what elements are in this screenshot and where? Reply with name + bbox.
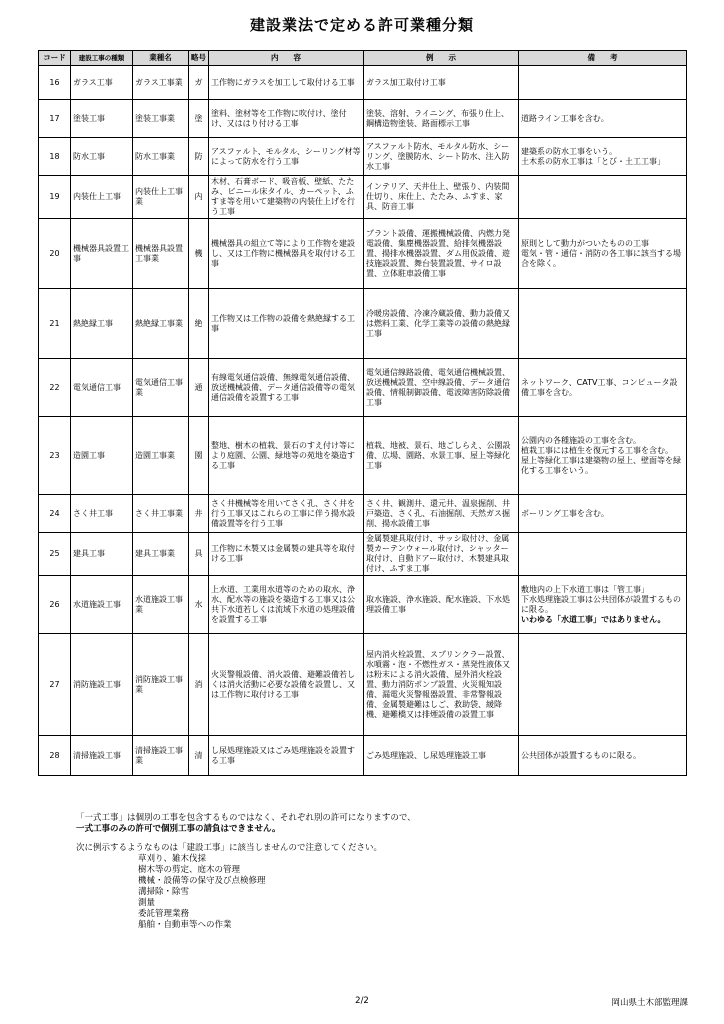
remarks-cell	[519, 66, 687, 100]
name-cell	[133, 736, 189, 776]
code-cell	[39, 138, 71, 176]
remarks-cell	[519, 219, 687, 289]
name-cell	[133, 176, 189, 219]
notes	[76, 813, 696, 931]
code-cell-text: 26	[49, 599, 60, 609]
kind-cell-text: 水道施設工事	[73, 599, 121, 609]
name-cell-text: 電気通信工事業	[135, 377, 183, 397]
example-item: 草刈り、雑木伐採	[138, 854, 207, 864]
kind-cell-text: ガラス工事	[73, 77, 113, 87]
kind-cell	[71, 533, 133, 576]
example-cell-text: 取水施設、浄水施設、配水施設、下水処理設備工事	[366, 594, 510, 614]
abbr-cell	[189, 634, 209, 736]
abbr-cell-text: 防	[194, 151, 203, 161]
content-cell	[209, 289, 364, 359]
content-cell-text: 工作物にガラスを加工して取付ける工事	[211, 77, 355, 87]
example-cell-text: 冷暖房設備、冷凍冷蔵設備、動力設備又は燃料工業、化学工業等の設備の熱絶縁工事	[366, 308, 510, 338]
remarks-cell	[519, 533, 687, 576]
code-cell-text: 18	[49, 151, 60, 161]
kind-cell-text: さく井工事	[73, 508, 113, 518]
remarks-cell-text: ボーリング工事を含む。	[521, 508, 609, 518]
code-cell-text: 19	[49, 192, 60, 201]
content-cell	[209, 100, 364, 138]
non-construction-examples	[76, 854, 696, 931]
example-cell-text: インテリア、天井仕上、壁張り、内装間仕切り、床仕上、たたみ、ふすま、家具、防音工事	[366, 182, 510, 211]
code-cell-text: 17	[49, 113, 60, 123]
name-cell	[133, 495, 189, 533]
code-cell	[39, 66, 71, 100]
name-cell-text: 防水工事業	[135, 151, 175, 161]
example-cell	[364, 634, 519, 736]
code-cell-text: 28	[49, 750, 60, 760]
name-cell-text: ガラス工事業	[135, 77, 183, 87]
table-row	[39, 289, 687, 359]
name-cell-text: 清掃施設工事業	[135, 745, 183, 765]
code-cell	[39, 289, 71, 359]
example-item: 船舶・自動車等への作業	[138, 920, 232, 930]
permit-table	[38, 50, 687, 776]
header-name: 業種名	[133, 51, 189, 66]
table-row	[39, 417, 687, 495]
name-cell-text: 熱絶縁工事業	[135, 318, 183, 328]
name-cell-text: 水道施設工事業	[135, 594, 183, 614]
kind-cell	[71, 417, 133, 495]
content-cell-text: さく井機械等を用いてさく孔、さく井を行う工事又はこれらの工事に伴う揚水設備設置等を行う工事	[211, 498, 355, 528]
kind-cell-text: 防水工事	[73, 151, 105, 161]
name-cell-text: 造園工事業	[135, 450, 175, 460]
example-cell	[364, 736, 519, 776]
example-cell	[364, 100, 519, 138]
kind-cell	[71, 100, 133, 138]
code-cell-text: 25	[49, 549, 60, 558]
name-cell-text: 機械器具設置工事業	[135, 243, 183, 263]
kind-cell-text: 電気通信工事	[73, 382, 121, 392]
abbr-cell	[189, 736, 209, 776]
example-cell	[364, 417, 519, 495]
name-cell	[133, 219, 189, 289]
kind-cell	[71, 176, 133, 219]
content-cell-text: 整地、樹木の植栽、景石のすえ付け等により庭園、公園、緑地等の苑地を築造する工事	[211, 440, 355, 470]
abbr-cell	[189, 176, 209, 219]
example-cell	[364, 289, 519, 359]
name-cell	[133, 66, 189, 100]
abbr-cell	[189, 100, 209, 138]
abbr-cell	[189, 533, 209, 576]
content-cell-text: し尿処理施設又はごみ処理施設を設置する工事	[211, 745, 355, 765]
page-number: 2/2	[355, 996, 369, 1006]
example-cell	[364, 533, 519, 576]
abbr-cell	[189, 289, 209, 359]
kind-cell	[71, 736, 133, 776]
abbr-cell-text: 具	[194, 549, 203, 558]
example-cell-text: ごみ処理施設、し尿処理施設工事	[366, 750, 486, 760]
remarks-cell-text: 建築系の防水工事をいう。 土木系の防水工事は「とび・土工工事」	[521, 146, 665, 166]
code-cell-text: 20	[49, 248, 60, 258]
name-cell-text: さく井工事業	[135, 508, 183, 518]
header-abbr: 略号	[189, 51, 209, 66]
example-cell	[364, 219, 519, 289]
content-cell-text: 火災警報設備、消火設備、避難設備若しくは消火活動に必要な設備を設置し、又は工作物に取付ける工事	[211, 669, 355, 699]
content-cell-text: 上水道、工業用水道等のための取水、浄水、配水等の施設を築造する工事又は公共下水道若しくは流域下水道の処理設備を設置する工事	[211, 584, 355, 624]
name-cell	[133, 100, 189, 138]
code-cell	[39, 359, 71, 417]
header-example: 例 示	[364, 51, 519, 66]
code-cell-text: 24	[49, 508, 60, 518]
content-cell-text: 工作物又は工作物の設備を熱絶縁する工事	[211, 313, 355, 333]
code-cell	[39, 576, 71, 634]
example-cell-text: 植栽、地被、景石、地ごしらえ、公園設備、広場、園路、水景工事、屋上等緑化工事	[366, 440, 511, 470]
abbr-cell-text: 塗	[194, 113, 203, 123]
example-cell	[364, 66, 519, 100]
code-cell-text: 27	[49, 679, 60, 689]
content-cell	[209, 417, 364, 495]
kind-cell-text: 熱絶縁工事	[73, 318, 113, 328]
remarks-cell-text: 敷地内の上下水道工事は「管工事」 下水処理施設工事は公共団体が設置するものに限る。	[521, 584, 681, 614]
content-cell	[209, 634, 364, 736]
code-cell-text: 22	[49, 382, 60, 392]
abbr-cell-text: 機	[194, 248, 203, 258]
table-row	[39, 66, 687, 100]
code-cell-text: 23	[49, 450, 60, 460]
table-header-row	[39, 51, 687, 66]
table-row	[39, 736, 687, 776]
remarks-cell	[519, 417, 687, 495]
remarks-cell	[519, 495, 687, 533]
kind-cell-text: 消防施設工事	[73, 679, 121, 689]
code-cell-text: 21	[49, 318, 60, 328]
content-cell	[209, 495, 364, 533]
kind-cell	[71, 219, 133, 289]
remarks-cell-text: 原則として動力がついたものの工事 電気・管・通信・消防の各工事に該当する場合を除く。	[521, 238, 681, 268]
example-item: 測量	[138, 898, 156, 908]
remarks-cell	[519, 138, 687, 176]
remarks-cell-text: 道路ライン工事を含む。	[521, 113, 609, 123]
code-cell	[39, 417, 71, 495]
content-cell-text: 工作物に木製又は金属製の建具等を取付ける工事	[211, 544, 355, 563]
content-cell-text: アスファルト、モルタル、シーリング材等によって防水を行う工事	[211, 146, 361, 166]
abbr-cell	[189, 417, 209, 495]
content-cell	[209, 359, 364, 417]
note-line-2: 一式工事のみの許可で個別工事の請負はできません。	[76, 824, 281, 834]
kind-cell	[71, 289, 133, 359]
example-cell-text: さく井、観測井、還元井、温泉掘削、井戸築造、さく孔、石油掘削、天然ガス掘削、揚水設備工事	[366, 498, 510, 528]
abbr-cell-text: 水	[194, 599, 203, 609]
content-cell	[209, 576, 364, 634]
abbr-cell-text: 消	[194, 679, 203, 689]
example-item: 機械・設備等の保守及び点検修理	[138, 876, 266, 886]
content-cell	[209, 66, 364, 100]
page-title: 建設業法で定める許可業種分類	[249, 16, 474, 34]
kind-cell-text: 内装仕上工事	[73, 192, 121, 201]
kind-cell-text: 機械器具設置工事	[73, 243, 129, 263]
name-cell	[133, 359, 189, 417]
name-cell-text: 消防施設工事業	[135, 674, 183, 694]
example-item: 樹木等の剪定、庭木の管理	[138, 865, 241, 875]
table-row	[39, 634, 687, 736]
note-line-1: 「一式工事」は個別の工事を包含するものではなく、それぞれ別の許可になりますので、	[76, 813, 416, 823]
code-cell	[39, 176, 71, 219]
code-cell	[39, 495, 71, 533]
code-cell	[39, 634, 71, 736]
content-cell	[209, 219, 364, 289]
remarks-cell	[519, 736, 687, 776]
remarks-cell	[519, 176, 687, 219]
kind-cell	[71, 495, 133, 533]
content-cell	[209, 533, 364, 576]
remarks-cell	[519, 576, 687, 634]
code-cell-text: 16	[49, 77, 60, 87]
content-cell-text: 機械器具の組立て等により工作物を建設し、又は工作物に機械器具を取付ける工事	[211, 238, 355, 268]
code-cell	[39, 100, 71, 138]
example-cell-text: 電気通信線路設備、電気通信機械設置、放送機械設置、空中線設備、データ通信設備、情報制御設備、電波障害防除設備工事	[366, 367, 510, 407]
abbr-cell-text: 内	[194, 192, 203, 201]
kind-cell	[71, 138, 133, 176]
kind-cell	[71, 576, 133, 634]
name-cell	[133, 634, 189, 736]
abbr-cell-text: ガ	[194, 77, 203, 87]
table-row	[39, 359, 687, 417]
kind-cell-text: 清掃施設工事	[73, 750, 121, 760]
abbr-cell	[189, 219, 209, 289]
example-cell	[364, 495, 519, 533]
content-cell	[209, 138, 364, 176]
kind-cell	[71, 66, 133, 100]
kind-cell	[71, 634, 133, 736]
content-cell	[209, 176, 364, 219]
content-cell-text: 有線電気通信設備、無線電気通信設備、放送機械設備、データ通信設備等の電気通信設備を設置する工事	[211, 372, 355, 402]
abbr-cell	[189, 495, 209, 533]
abbr-cell-text: 通	[194, 382, 203, 392]
note-line-3: 次に例示するようなものは「建設工事」に該当しませんので注意してください。	[76, 843, 383, 853]
example-cell-text: ガラス加工取付け工事	[366, 77, 446, 87]
header-code: コード	[39, 51, 71, 66]
remarks-cell	[519, 100, 687, 138]
example-cell	[364, 138, 519, 176]
table-row	[39, 533, 687, 576]
abbr-cell	[189, 576, 209, 634]
example-item: 委託管理業務	[138, 909, 190, 919]
content-cell-text: 木材、石膏ボード、吸音板、壁紙、たたみ、ビニール床タイル、カーペット、ふすま等を用いて建築物の内装仕上げを行う工事	[211, 177, 355, 216]
table-row	[39, 219, 687, 289]
code-cell	[39, 736, 71, 776]
table-row	[39, 100, 687, 138]
remarks-cell-text: 公共団体が設置するものに限る。	[521, 750, 641, 760]
code-cell	[39, 533, 71, 576]
example-cell	[364, 359, 519, 417]
header-remarks: 備 考	[519, 51, 687, 66]
example-cell-text: 金属製建具取付け、サッシ取付け、金属製カーテンウォール取付け、シャッター取付け、自動ドアー取付け、木製建具取付け、ふすま工事	[366, 534, 510, 573]
name-cell-text: 建具工事業	[135, 549, 175, 558]
remarks-cell	[519, 634, 687, 736]
code-cell	[39, 219, 71, 289]
remarks-cell-text: 公園内の各種施設の工事を含む。 植栽工事には植生を復元する工事を含む。 屋上等緑化工事は建築物の屋上、壁面等を緑化する工事をいう。	[521, 435, 681, 475]
name-cell-text: 内装仕上工事業	[135, 187, 183, 206]
name-cell	[133, 576, 189, 634]
remarks-cell-text: ネットワーク、CATV工事、コンピュータ設備工事を含む。	[521, 377, 678, 397]
abbr-cell-text: 絶	[194, 318, 203, 328]
abbr-cell	[189, 359, 209, 417]
issuing-organization: 岡山県土木部監理課	[611, 998, 688, 1008]
table-row	[39, 576, 687, 634]
name-cell-text: 塗装工事業	[135, 113, 175, 123]
table-row	[39, 138, 687, 176]
example-cell-text: アスファルト防水、モルタル防水、シーリング、塗膜防水、シート防水、注入防水工事	[366, 141, 510, 171]
example-cell	[364, 576, 519, 634]
kind-cell-text: 塗装工事	[73, 113, 105, 123]
abbr-cell-text: 清	[194, 750, 203, 760]
table-row	[39, 176, 687, 219]
kind-cell	[71, 359, 133, 417]
name-cell	[133, 533, 189, 576]
example-cell-text: プラント設備、運搬機械設備、内燃力発電設備、集塵機器設置、給排気機器設置、揚排水機器設置、ダム用仮設備、遊技施設設置、舞台装置設置、サイロ設置、立体駐車設備工事	[366, 228, 510, 278]
name-cell	[133, 289, 189, 359]
remarks-cell	[519, 289, 687, 359]
abbr-cell-text: 井	[194, 508, 203, 518]
remarks-cell	[519, 359, 687, 417]
abbr-cell-text: 園	[194, 450, 203, 460]
name-cell	[133, 138, 189, 176]
content-cell	[209, 736, 364, 776]
example-cell	[364, 176, 519, 219]
example-item: 溝掃除・除雪	[138, 887, 190, 897]
header-kind: 建設工事の種類	[71, 51, 133, 66]
kind-cell-text: 建具工事	[73, 549, 105, 558]
example-cell-text: 屋内消火栓設置、スプリンクラー設置、水噴霧・泡・不燃性ガス・蒸発性液体又は粉末による消火設備、屋外消火栓設置、動力消防ポンプ設置、火災報知設備、漏電火災警報器設置、非常警報設備、金属製避難はしご、救助袋、緩降機、避難橋又は排煙設備の設置工事	[366, 649, 510, 719]
abbr-cell	[189, 66, 209, 100]
header-content: 内 容	[209, 51, 364, 66]
name-cell	[133, 417, 189, 495]
kind-cell-text: 造園工事	[73, 450, 105, 460]
example-cell-text: 塗装、溶射、ライニング、布張り仕上、鋼構造物塗装、路面標示工事	[366, 108, 509, 128]
remarks-bold-text: いわゆる「水道工事」ではありません。	[521, 614, 666, 624]
content-cell-text: 塗料、塗材等を工作物に吹付け、塗付け、又ははり付ける工事	[211, 108, 347, 128]
abbr-cell	[189, 138, 209, 176]
table-row	[39, 495, 687, 533]
